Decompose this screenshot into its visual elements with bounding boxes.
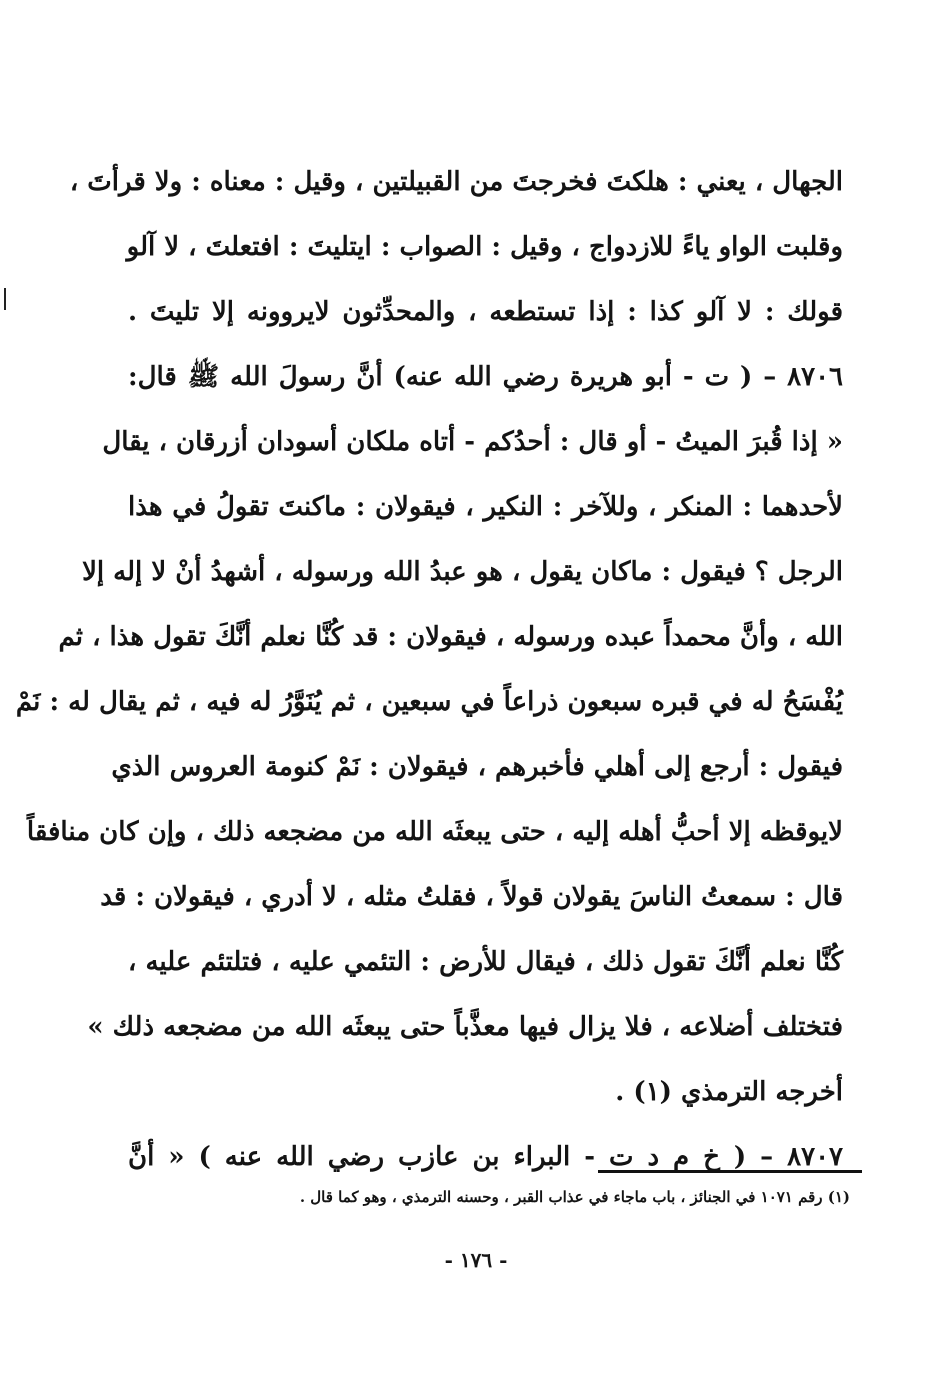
- text-line: الله ، وأنَّ محمداً عبده ورسوله ، فيقولان : قد كُنَّا نعلم أنَّكَ تقول هذا ، ثم: [58, 622, 843, 652]
- hadith-heading-8706: ٨٧٠٦ – ( ت - أبو هريرة رضي الله عنه) أنَّ رسولَ الله ﷺ قال:: [128, 362, 843, 392]
- footnote: (١) رقم ١٠٧١ في الجنائز ، باب ماجاء في عذاب القبر ، وحسنه الترمذي ، وهو كما قال .: [299, 1188, 850, 1206]
- text-line: لأحدهما : المنكر ، وللآخر : النكير ، فيقولان : ماكنتَ تقولُ في هذا: [128, 492, 843, 522]
- text-line: قال : سمعتُ الناسَ يقولان قولاً ، فقلتُ مثله ، لا أدري ، فيقولان : قد: [100, 882, 843, 912]
- page-number: - ١٧٦ -: [444, 1248, 508, 1272]
- text-line: لايوقظه إلا أحبُّ أهله إليه ، حتى يبعثَه الله من مضجعه ذلك ، وإن كان منافقاً: [26, 817, 843, 847]
- text-line: فتختلف أضلاعه ، فلا يزال فيها معذَّباً حتى يبعثَه الله من مضجعه ذلك »: [87, 1012, 843, 1042]
- scan-edge-mark: [4, 288, 6, 310]
- text-line: الرجل ؟ فيقول : ماكان يقول ، هو عبدُ الله ورسوله ، أشهدُ أنْ لا إله إلا: [82, 557, 843, 587]
- hadith-heading-8707: ٨٧٠٧ – ( خ م د ت - البراء بن عازب رضي الله عنه ) « أنَّ: [128, 1142, 843, 1172]
- text-line: أخرجه الترمذي (١) .: [615, 1077, 843, 1107]
- text-line: كُنَّا نعلم أنَّكَ تقول ذلك ، فيقال للأرض : التئمي عليه ، فتلتئم عليه ،: [128, 947, 843, 977]
- text-line: الجهال ، يعني : هلكتَ فخرجتَ من القبيلتين ، وقيل : معناه : ولا قرأتَ ،: [69, 167, 843, 197]
- footnote-divider: [598, 1170, 862, 1173]
- body-text: [15, 150, 843, 1190]
- text-line: وقلبت الواو ياءً للازدواج ، وقيل : الصواب : ايتليتَ : افتعلتَ ، لا آلو: [126, 232, 843, 262]
- text-line: يُفْسَحُ له في قبره سبعون ذراعاً في سبعين ، ثم يُنَوَّرُ له فيه ، ثم يقال له : نَمْ: [15, 687, 843, 717]
- text-line: « إذا قُبرَ الميتُ - أو قال : أحدُكم - أتاه ملكان أسودان أزرقان ، يقال: [102, 427, 843, 457]
- text-line: فيقول : أرجع إلى أهلي فأخبرهم ، فيقولان : نَمْ كنومة العروس الذي: [111, 752, 843, 782]
- text-line: قولك : لا آلو كذا : إذا تستطعه ، والمحدِّثون لايروونه إلا تليتَ .: [128, 297, 843, 327]
